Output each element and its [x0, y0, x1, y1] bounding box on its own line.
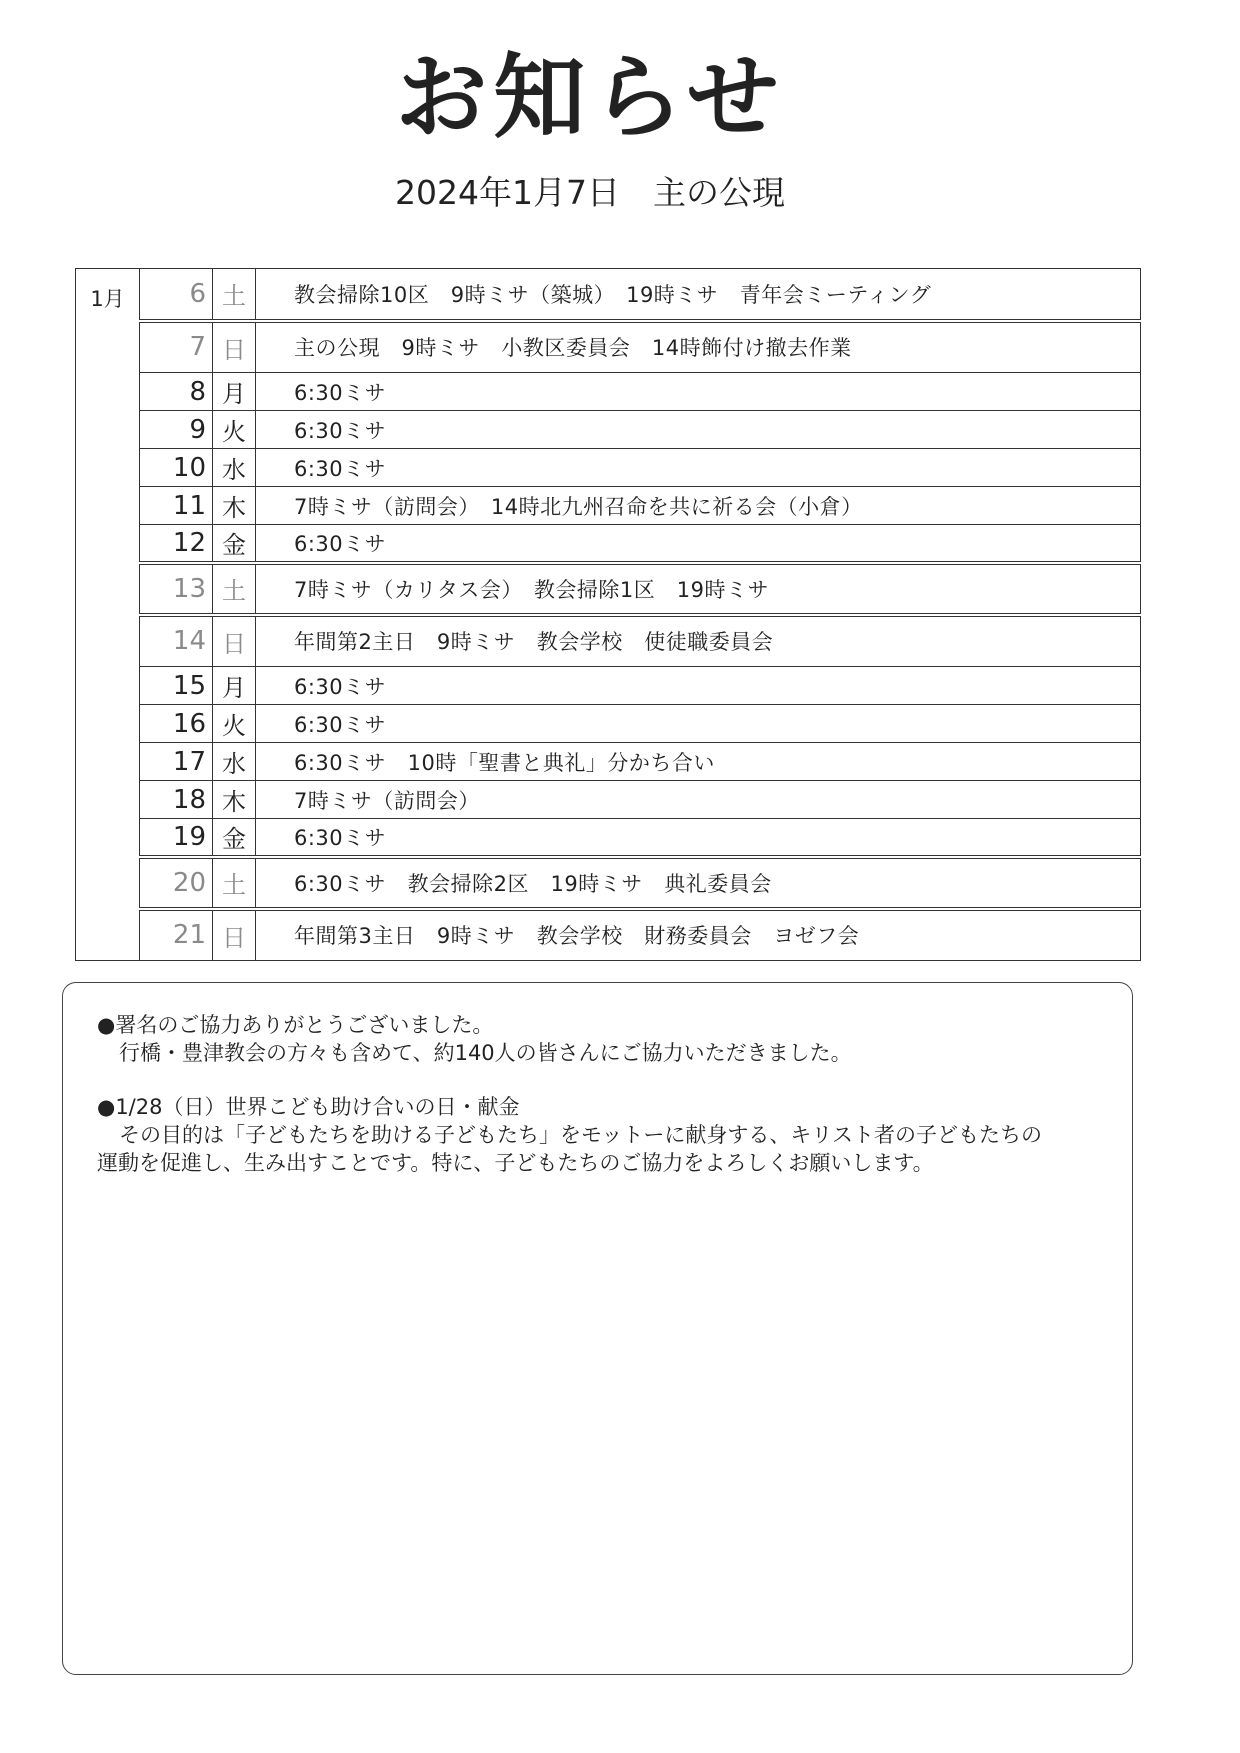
events: 教会掃除10区 9時ミサ（築城） 19時ミサ 青年会ミーティング [256, 269, 1141, 321]
weekday: 水 [213, 449, 256, 487]
weekday: 金 [213, 819, 256, 857]
weekday: 土 [213, 857, 256, 909]
day-number: 10 [140, 449, 213, 487]
note-signature [97, 1011, 1107, 1067]
schedule-row [76, 705, 1141, 743]
events: 6:30ミサ [256, 667, 1141, 705]
schedule-row [76, 819, 1141, 857]
weekday: 月 [213, 667, 256, 705]
schedule-row [76, 373, 1141, 411]
day-number: 14 [140, 615, 213, 667]
notes-box [62, 982, 1133, 1675]
events: 6:30ミサ [256, 449, 1141, 487]
day-number: 16 [140, 705, 213, 743]
events: 6:30ミサ 教会掃除2区 19時ミサ 典礼委員会 [256, 857, 1141, 909]
note-heading: ●署名のご協力ありがとうございました。 [97, 1013, 494, 1037]
day-number: 15 [140, 667, 213, 705]
events: 6:30ミサ [256, 819, 1141, 857]
weekday: 日 [213, 909, 256, 961]
schedule-body [76, 269, 1141, 961]
schedule-row [76, 857, 1141, 909]
page-title: お知らせ [395, 44, 785, 151]
weekday: 木 [213, 487, 256, 525]
weekday: 日 [213, 615, 256, 667]
events: 6:30ミサ [256, 373, 1141, 411]
schedule-row [76, 781, 1141, 819]
day-number: 19 [140, 819, 213, 857]
day-number: 17 [140, 743, 213, 781]
weekday: 土 [213, 269, 256, 321]
day-number: 21 [140, 909, 213, 961]
weekday: 火 [213, 411, 256, 449]
weekday: 水 [213, 743, 256, 781]
events: 6:30ミサ [256, 525, 1141, 563]
weekday: 月 [213, 373, 256, 411]
events: 6:30ミサ [256, 705, 1141, 743]
day-number: 8 [140, 373, 213, 411]
schedule-row [76, 269, 1141, 321]
day-number: 12 [140, 525, 213, 563]
schedule-row [76, 743, 1141, 781]
note-line: その目的は「子どもたちを助ける子どもたち」をモットーに献身する、キリスト者の子どもたちの [119, 1123, 1042, 1147]
note-line: 行橋・豊津教会の方々も含めて、約140人の皆さんにご協力いただきました。 [119, 1041, 852, 1065]
note-line: 運動を促進し、生み出すことです。特に、子どもたちのご協力をよろしくお願いします。 [97, 1151, 934, 1175]
events: 6:30ミサ 10時「聖書と典礼」分かち合い [256, 743, 1141, 781]
schedule-row [76, 525, 1141, 563]
day-number: 11 [140, 487, 213, 525]
schedule-row [76, 487, 1141, 525]
events: 7時ミサ（訪問会） 14時北九州召命を共に祈る会（小倉） [256, 487, 1141, 525]
schedule-row [76, 615, 1141, 667]
events: 7時ミサ（訪問会） [256, 781, 1141, 819]
schedule-row [76, 563, 1141, 615]
month-cell: 1月 [76, 269, 140, 961]
day-number: 9 [140, 411, 213, 449]
events: 年間第2主日 9時ミサ 教会学校 使徒職委員会 [256, 615, 1141, 667]
schedule-row [76, 449, 1141, 487]
schedule-row [76, 321, 1141, 373]
note-children-day [97, 1093, 1107, 1177]
day-number: 13 [140, 563, 213, 615]
day-number: 6 [140, 269, 213, 321]
weekday: 日 [213, 321, 256, 373]
schedule-row [76, 667, 1141, 705]
page-subtitle: 2024年1月7日 主の公現 [395, 173, 785, 212]
day-number: 20 [140, 857, 213, 909]
events: 6:30ミサ [256, 411, 1141, 449]
schedule-table [75, 268, 1141, 961]
note-heading: ●1/28（日）世界こども助け合いの日・献金 [97, 1095, 520, 1119]
events: 年間第3主日 9時ミサ 教会学校 財務委員会 ヨゼフ会 [256, 909, 1141, 961]
weekday: 金 [213, 525, 256, 563]
day-number: 7 [140, 321, 213, 373]
schedule-row [76, 411, 1141, 449]
weekday: 木 [213, 781, 256, 819]
events: 主の公現 9時ミサ 小教区委員会 14時飾付け撤去作業 [256, 321, 1141, 373]
day-number: 18 [140, 781, 213, 819]
weekday: 土 [213, 563, 256, 615]
schedule-row [76, 909, 1141, 961]
events: 7時ミサ（カリタス会） 教会掃除1区 19時ミサ [256, 563, 1141, 615]
weekday: 火 [213, 705, 256, 743]
